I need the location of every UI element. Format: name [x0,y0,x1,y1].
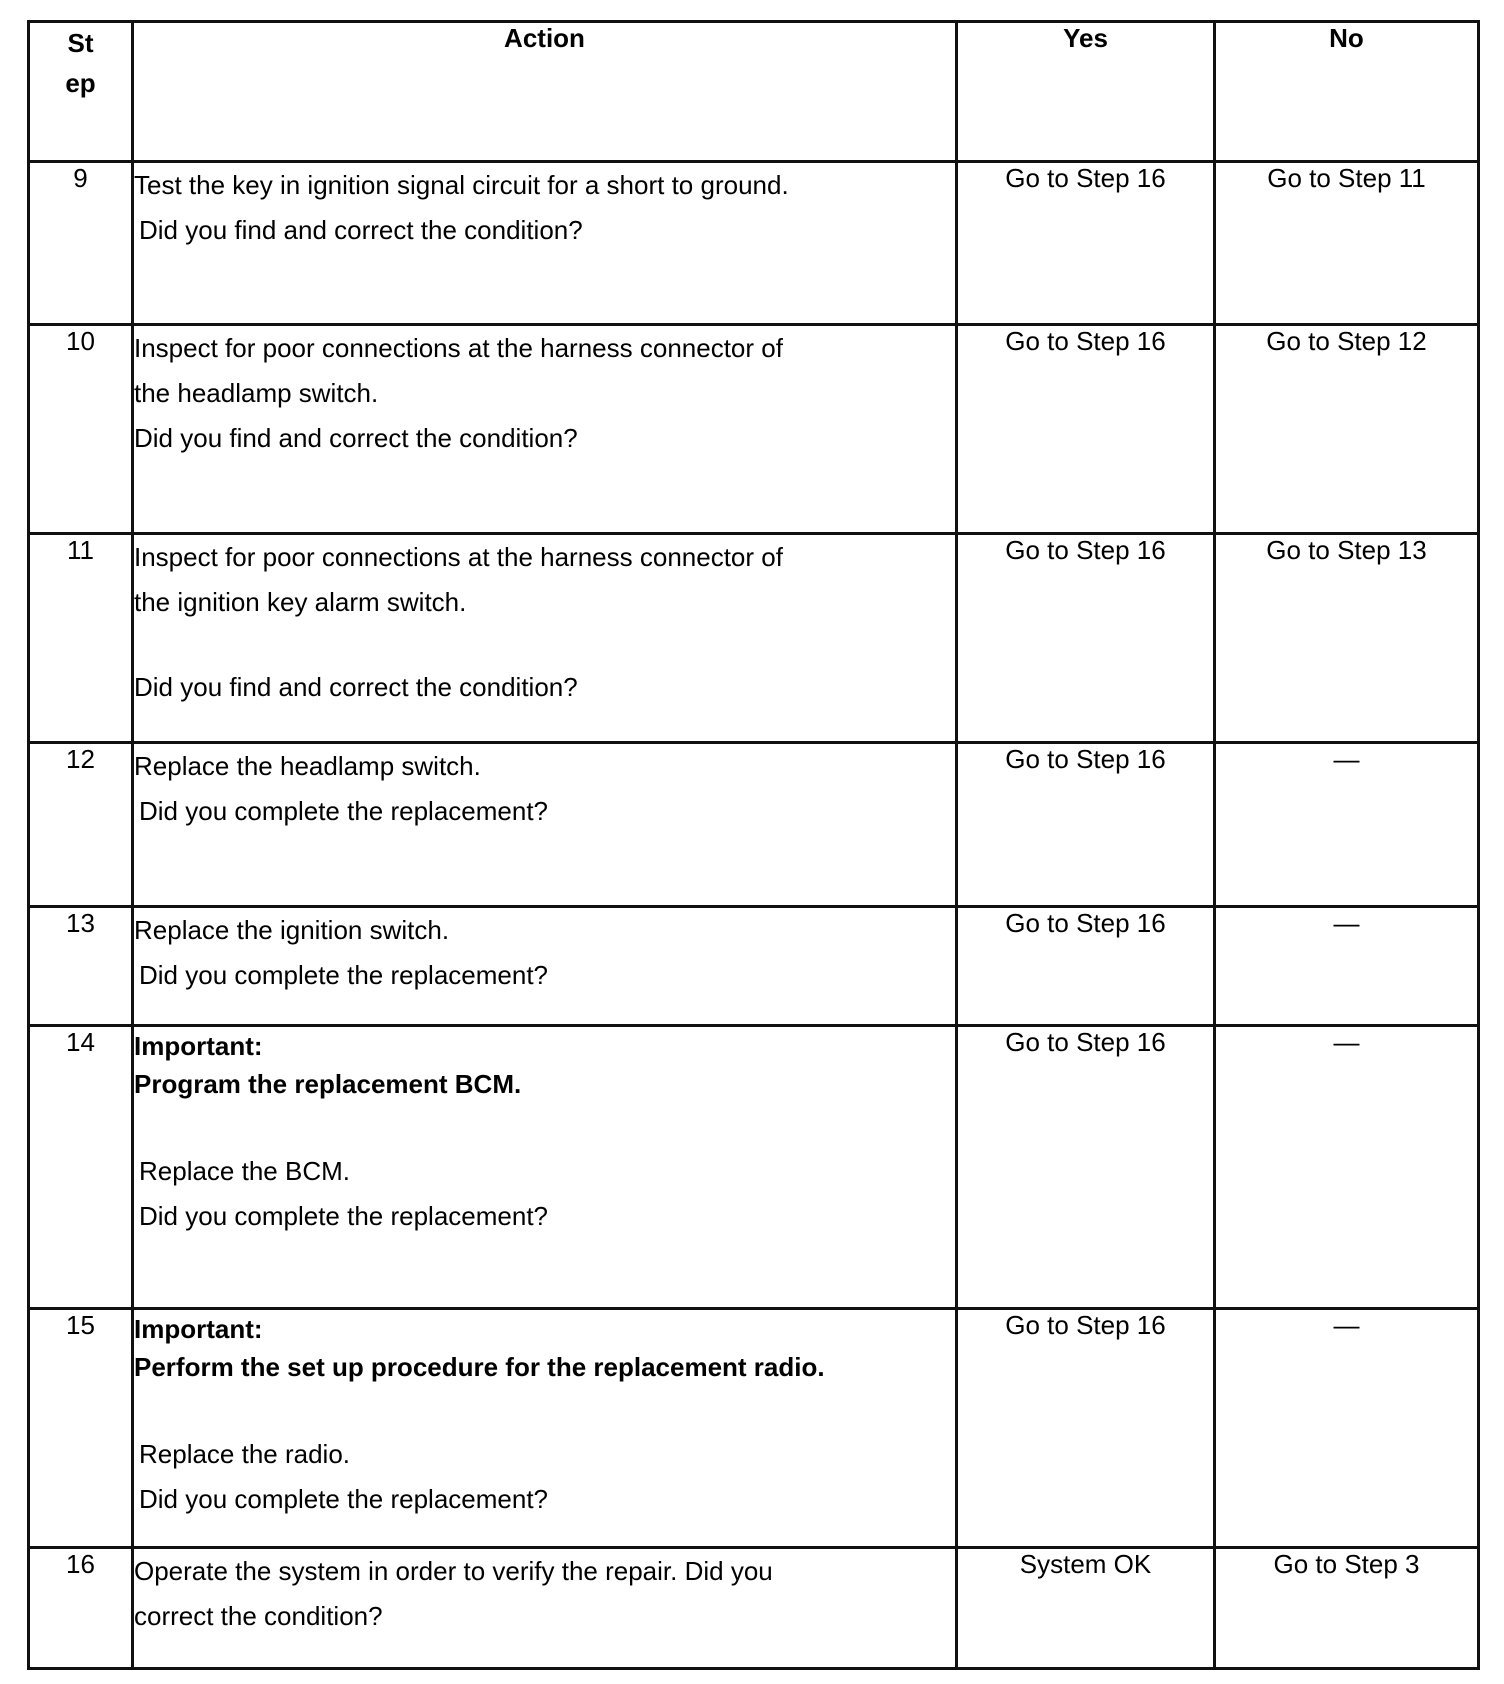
action-cell [133,1026,957,1309]
no-cell: — [1215,1026,1479,1309]
header-yes: Yes [957,22,1215,162]
action-text: Replace the BCM. [139,1156,350,1186]
action-text: Inspect for poor connections at the harness connector of [134,333,783,363]
action-cell [133,325,957,534]
yes-cell: Go to Step 16 [957,743,1215,907]
spacer [134,625,955,665]
yes-cell: System OK [957,1548,1215,1669]
spacer [134,1103,955,1149]
table-row [29,1026,1479,1309]
action-cell [133,1309,957,1548]
action-text: Replace the ignition switch. [134,915,450,945]
table-row [29,907,1479,1026]
header-no: No [1215,22,1479,162]
action-cell [133,162,957,325]
header-step [29,22,133,162]
action-text: Replace the radio. [139,1439,351,1469]
step-number: 14 [29,1026,133,1309]
yes-cell: Go to Step 16 [957,907,1215,1026]
step-number: 13 [29,907,133,1026]
yes-cell: Go to Step 16 [957,1026,1215,1309]
action-cell [133,1548,957,1669]
action-question: Did you complete the replacement? [139,1201,549,1231]
table-row [29,162,1479,325]
no-cell: Go to Step 3 [1215,1548,1479,1669]
important-note: Program the replacement BCM. [134,1069,522,1099]
important-note: Perform the set up procedure for the replacement radio. [134,1352,825,1382]
important-label: Important: [134,1314,263,1344]
action-text: Inspect for poor connections at the harness connector of [134,542,783,572]
action-question: Did you complete the replacement? [139,796,549,826]
action-cell [133,534,957,743]
important-label: Important: [134,1031,263,1061]
action-question: correct the condition? [134,1601,383,1631]
action-question: Did you find and correct the condition? [134,423,578,453]
spacer [134,1386,955,1432]
table-row [29,743,1479,907]
yes-cell: Go to Step 16 [957,534,1215,743]
action-question: Did you find and correct the condition? [139,215,583,245]
yes-cell: Go to Step 16 [957,1309,1215,1548]
table-row [29,534,1479,743]
step-number: 16 [29,1548,133,1669]
step-number: 10 [29,325,133,534]
no-cell: Go to Step 13 [1215,534,1479,743]
header-row [29,22,1479,162]
table-row [29,1548,1479,1669]
no-cell: — [1215,1309,1479,1548]
yes-cell: Go to Step 16 [957,325,1215,534]
action-question: Did you find and correct the condition? [134,672,578,702]
step-number: 11 [29,534,133,743]
table-row [29,325,1479,534]
step-number: 15 [29,1309,133,1548]
action-text: Operate the system in order to verify the repair. Did you [134,1556,773,1586]
action-text: the headlamp switch. [134,378,379,408]
action-text: Test the key in ignition signal circuit for a short to ground. [134,170,789,200]
yes-cell: Go to Step 16 [957,162,1215,325]
no-cell: Go to Step 12 [1215,325,1479,534]
step-number: 9 [29,162,133,325]
header-action: Action [133,22,957,162]
action-text: the ignition key alarm switch. [134,587,467,617]
action-question: Did you complete the replacement? [139,1484,549,1514]
diagnostic-steps-table [27,20,1480,1670]
header-step-label-part2: ep [65,68,96,98]
no-cell: — [1215,743,1479,907]
action-question: Did you complete the replacement? [139,960,549,990]
step-number: 12 [29,743,133,907]
no-cell: — [1215,907,1479,1026]
action-text: Replace the headlamp switch. [134,751,481,781]
table-row [29,1309,1479,1548]
no-cell: Go to Step 11 [1215,162,1479,325]
header-step-label-part1: St [67,28,94,58]
action-cell [133,743,957,907]
action-cell [133,907,957,1026]
